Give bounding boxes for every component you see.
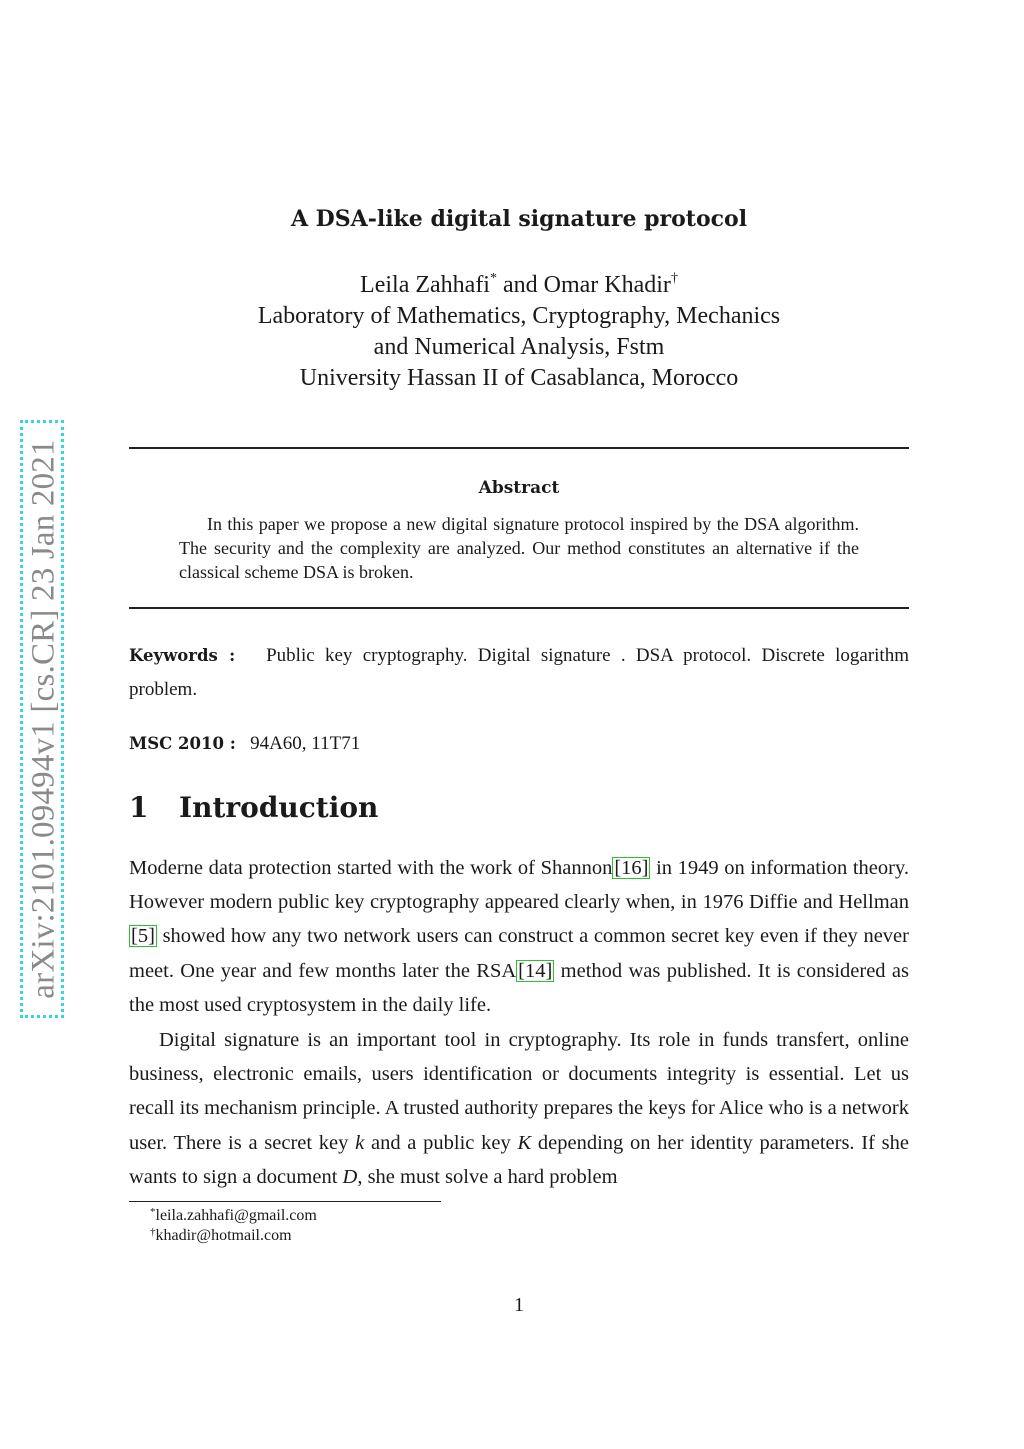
msc-classification	[129, 733, 360, 755]
page-number: 1	[514, 1294, 524, 1316]
math-variable: K	[517, 1131, 532, 1154]
paragraph-1: Moderne data protection started with the work of Shannon[16] in 1949 on information theory. However modern public key cryptography appeared clearly when, in 1976 Diffie and Hellman[5] showed how any two network users can construct a common secret key even if they never meet. One year and few months later the RSA[14] method was published. It is considered as the most used cryptosystem in the daily life.	[129, 857, 909, 1016]
footnote-mark-2[interactable]: †	[670, 271, 678, 286]
footnote-2: †khadir@hotmail.com	[150, 1226, 292, 1244]
abstract-bottom-rule	[129, 607, 909, 609]
paper-title: A DSA-like digital signature protocol	[290, 206, 748, 232]
affiliation-line-3: University Hassan II of Casablanca, Morocco	[299, 365, 739, 391]
footnote-rule	[129, 1201, 441, 1202]
citation-link[interactable]: [14]	[518, 959, 553, 982]
math-variable: k	[355, 1131, 365, 1154]
paragraph-2: Digital signature is an important tool in cryptography. Its role in funds transfert, online business, electronic emails, users identification or documents integrity is essential. Let us recall its mechanism principle. A trusted authority prepares the keys for Alice who is a network user. There is a secret key k and a public key K depending on her identity parameters. If she wants to sign a document D, she must solve a hard problem	[129, 1029, 909, 1188]
arxiv-identifier[interactable]: arXiv:2101.09494v1 [cs.CR] 23 Jan 2021	[25, 439, 62, 999]
section-number: 1	[129, 791, 149, 824]
citation-link[interactable]: [16]	[614, 857, 649, 879]
keywords	[129, 639, 909, 707]
footnote-1: *leila.zahhafi@gmail.com	[150, 1206, 317, 1224]
keywords-label: Keywords :	[129, 646, 236, 665]
msc-label: MSC 2010 :	[129, 734, 236, 753]
author-names: Leila Zahhafi* and Omar Khadir†	[360, 271, 678, 298]
keywords-text: Public key cryptography. Digital signature . DSA protocol. Discrete logarithm problem.	[129, 645, 909, 700]
abstract-heading: Abstract	[478, 478, 560, 498]
msc-text: 94A60, 11T71	[250, 733, 361, 754]
author-block	[0, 270, 1024, 394]
affiliation-line-1: Laboratory of Mathematics, Cryptography, Mechanics	[257, 303, 781, 329]
citation-link[interactable]: [5]	[131, 925, 155, 948]
abstract-text: In this paper we propose a new digital signature protocol inspired by the DSA algorithm. The security and the complexity are analyzed. Our method constitutes an alternative if the classical scheme DSA is broken.	[179, 514, 859, 582]
footnotes	[150, 1206, 317, 1246]
section-title: Introduction	[179, 791, 379, 824]
footnote-email-1[interactable]: leila.zahhafi@gmail.com	[155, 1207, 317, 1224]
footnote-mark-1[interactable]: *	[489, 271, 497, 286]
section-heading	[129, 791, 378, 824]
affiliation-line-2: and Numerical Analysis, Fstm	[373, 334, 665, 360]
math-variable: D	[342, 1165, 358, 1188]
footnote-email-2[interactable]: khadir@hotmail.com	[155, 1227, 292, 1244]
abstract-top-rule	[129, 447, 909, 449]
